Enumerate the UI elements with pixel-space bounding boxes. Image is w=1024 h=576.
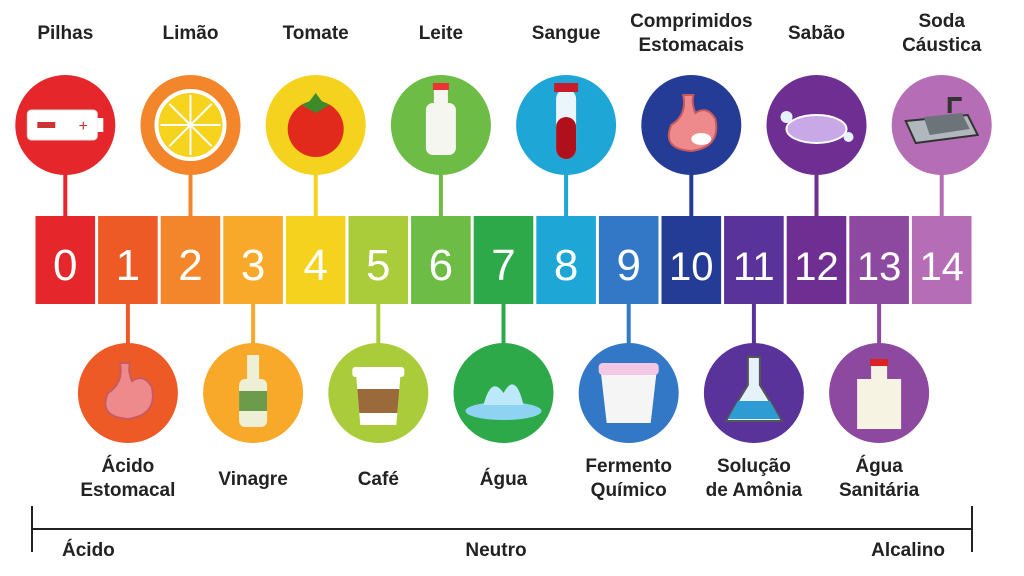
label-ph-10: Comprimidos Estomacais (630, 11, 753, 56)
ph-number-11: 11 (733, 245, 775, 289)
ph-number-8: 8 (553, 241, 579, 290)
ph-number-14: 14 (919, 245, 964, 289)
battery-icon (27, 110, 103, 140)
label-ph-0: Pilhas (37, 23, 94, 44)
ph-number-5: 5 (366, 241, 391, 290)
svg-text:+: + (78, 118, 88, 135)
axis-label-left: Ácido (62, 540, 115, 561)
blood-tube-icon (554, 83, 578, 159)
ph-number-0: 0 (53, 241, 78, 290)
label-ph-3: Vinagre (218, 469, 288, 490)
ph-number-13: 13 (856, 245, 902, 289)
label-ph-6: Leite (418, 23, 464, 44)
ph-number-3: 3 (240, 241, 266, 290)
label-ph-12: Sabão (787, 23, 846, 44)
coffee-cup-icon (352, 367, 404, 425)
label-ph-7: Água (479, 469, 528, 490)
ph-number-6: 6 (428, 241, 454, 290)
label-ph-11: Solução de Amônia (705, 456, 803, 501)
label-ph-4: Tomate (282, 23, 349, 44)
label-ph-8: Sangue (531, 23, 601, 44)
label-ph-2: Limão (162, 23, 219, 44)
label-ph-9: Fermento Químico (585, 456, 672, 501)
label-ph-5: Café (357, 469, 399, 490)
ph-number-2: 2 (178, 241, 203, 290)
ph-number-12: 12 (794, 245, 839, 289)
axis-label-center: Neutro (465, 540, 527, 561)
lemon-icon (157, 91, 225, 159)
ph-number-1: 1 (115, 241, 141, 290)
label-ph-13: Água Sanitária (838, 456, 920, 501)
ph-number-9: 9 (616, 241, 641, 290)
label-ph-1: Ácido Estomacal (80, 456, 176, 501)
ph-number-4: 4 (303, 241, 328, 290)
ph-number-7: 7 (491, 241, 516, 290)
axis-label-right: Alcalino (871, 540, 945, 561)
ph-number-10: 10 (669, 245, 714, 289)
yeast-cup-icon (599, 363, 659, 423)
label-ph-14: Soda Cáustica (902, 11, 982, 56)
